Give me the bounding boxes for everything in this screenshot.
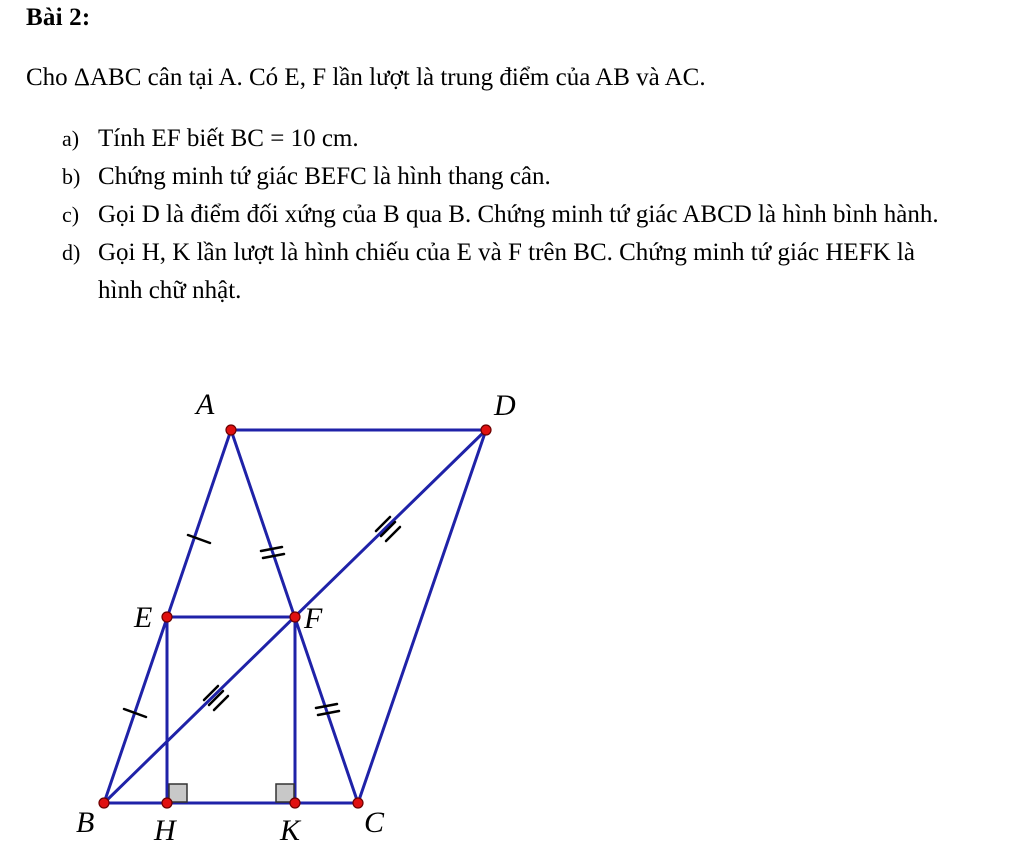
point-F (290, 612, 300, 622)
triple-tick-BF (204, 686, 228, 710)
exercise-title: Bài 2: (26, 4, 91, 31)
question-d-marker: d) (62, 240, 81, 265)
tick-AE (188, 535, 210, 543)
point-K (290, 798, 300, 808)
label-H: H (154, 814, 176, 847)
question-c-text: Gọi D là điểm đối xứng của B qua B. Chứng minh tứ giác ABCD là hình bình hành. (98, 201, 939, 228)
label-D: D (494, 389, 516, 422)
label-A: A (196, 388, 215, 421)
question-a-text: Tính EF biết BC = 10 cm. (98, 125, 359, 152)
question-a-marker: a) (62, 126, 80, 151)
question-d-text: Gọi H, K lần lượt là hình chiếu của E và F trên BC. Chứng minh tứ giác HEFK là hình chữ nhật. (98, 239, 915, 304)
point-A (226, 425, 236, 435)
label-E: E (134, 601, 153, 634)
label-K: K (280, 814, 301, 847)
triple-tick-FD (376, 517, 400, 541)
point-H (162, 798, 172, 808)
question-c-marker: c) (62, 202, 80, 227)
problem-statement: Cho ΔABC cân tại A. Có E, F lần lượt là trung điểm của AB và AC. (26, 64, 706, 91)
label-C: C (364, 806, 385, 839)
segment-DC (358, 430, 486, 803)
right-angle-H (169, 784, 187, 802)
question-b-text: Chứng minh tứ giác BEFC là hình thang cân. (98, 163, 551, 190)
point-B (99, 798, 109, 808)
label-F: F (304, 602, 323, 635)
point-C (353, 798, 363, 808)
label-B: B (76, 806, 95, 839)
point-D (481, 425, 491, 435)
question-b-marker: b) (62, 164, 81, 189)
right-angle-marks (169, 784, 294, 802)
point-E (162, 612, 172, 622)
